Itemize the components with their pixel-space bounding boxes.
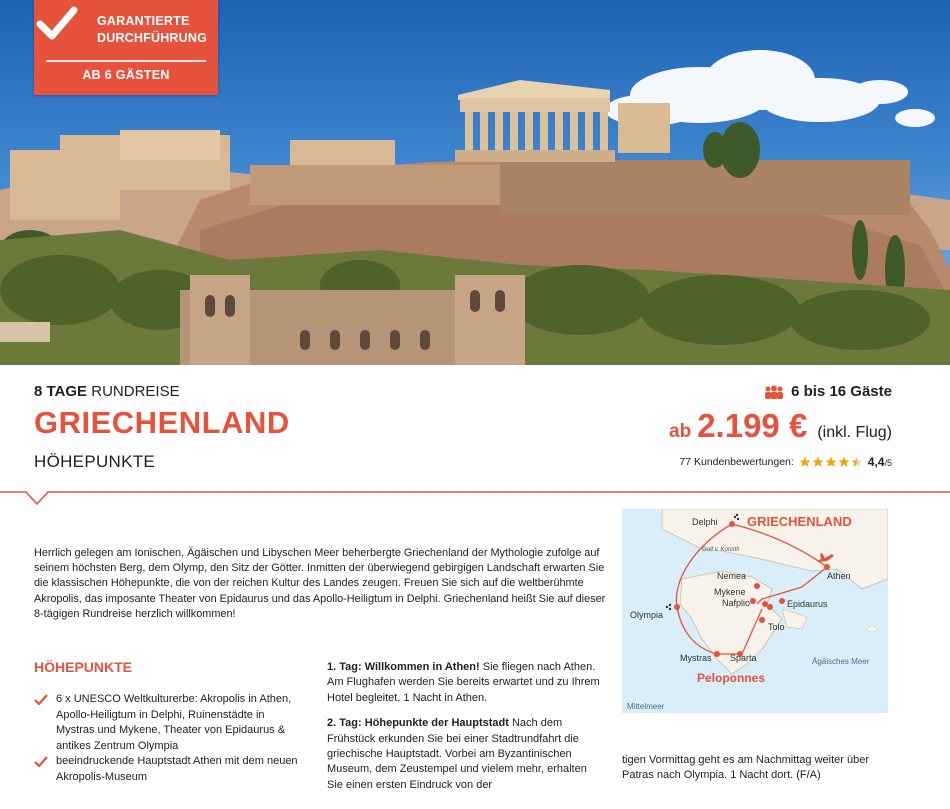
price-note: (inkl. Flug) xyxy=(817,424,892,441)
page-title: GRIECHENLAND xyxy=(34,405,290,440)
itinerary-day-1: 1. Tag: Willkommen in Athen! Sie fliegen nach Athen. Am Flughafen werden Sie bereits erwartet und zu Ihrem Hotel begleitet. 1 Nacht in Athen. xyxy=(327,661,600,704)
star-icon xyxy=(825,456,837,468)
map-sea-aegean: Ägäisches Meer xyxy=(812,657,870,666)
map-label-epidaurus: Epidaurus xyxy=(787,599,828,609)
star-icon xyxy=(812,456,824,468)
intro-text: Herrlich gelegen am Ionischen, Ägäischen und Libyschen Meer beherbergte Griechenland der Mythologie zufolge auf seinem höchsten Berg, dem Olymp, den Sitz der Götter. Inmitten der überwiegend gebirgigen Landschaft erwarten Sie die klassischen Höhepunkte, die von der reichen Kultur des Landes zeugen. Freuen Sie sich auf die weltberühmte Akropolis, das imposante Theater von Epidaurus und das Apollo-Heiligtum in Delphi. Griechenland heißt Sie auf dieser 8-tägigen Rundreise herzlich willkommen! xyxy=(34,547,606,620)
badge-title: GARANTIERTE DURCHFÜHRUNG xyxy=(97,14,208,45)
hero-image xyxy=(0,0,950,365)
map-sea-mediterranean: Mittelmeer xyxy=(627,702,665,711)
star-rating xyxy=(799,456,863,468)
highlights-list xyxy=(34,692,304,785)
badge-subtitle: AB 6 GÄSTEN xyxy=(82,68,170,82)
check-icon xyxy=(34,694,48,705)
itinerary-day-2: 2. Tag: Höhepunkte der Hauptstadt Nach dem Frühstück erkunden Sie bei einer Stadtrundfahrt die griechische Hauptstadt. Vorbei am Byzantinischen Museum, dem Zeustempel und vielem mehr, erhalten Sie einen ersten Eindruck von der xyxy=(327,717,587,791)
group-icon xyxy=(763,385,785,399)
highlights-title: HÖHEPUNKTE xyxy=(34,659,133,675)
group-size xyxy=(763,383,892,400)
check-icon xyxy=(34,756,48,767)
map-label-tolo: Tolo xyxy=(768,622,785,632)
tour-duration: 8 TAGE xyxy=(34,383,88,400)
badge-divider xyxy=(46,60,206,62)
itinerary xyxy=(327,660,603,803)
guests-label: 6 bis 16 Gäste xyxy=(791,383,892,400)
guaranteed-badge xyxy=(34,0,218,95)
map-label-athen: Athen xyxy=(827,571,851,581)
map-label-mystras: Mystras xyxy=(680,653,712,663)
price xyxy=(669,407,892,445)
map-label-nafplio: Nafplio xyxy=(722,598,751,608)
map-label-olympia: Olympia xyxy=(630,610,664,620)
customer-reviews[interactable] xyxy=(679,455,892,469)
reviews-label: 77 Kundenbewertungen: xyxy=(679,456,794,468)
map-sea-corinth: Golf v. Korinth xyxy=(702,547,740,553)
star-icon xyxy=(799,456,811,468)
tour-type xyxy=(34,383,180,400)
map-region-label: Peloponnes xyxy=(697,671,766,685)
map-label-nemea: Nemea xyxy=(717,571,747,581)
list-item: beeindruckende Hauptstadt Athen mit dem neuen Akropolis-Museum xyxy=(34,754,304,785)
check-icon xyxy=(34,0,80,46)
price-prefix: ab xyxy=(669,421,692,442)
tour-kind: RUNDREISE xyxy=(91,383,180,400)
star-icon xyxy=(838,456,850,468)
price-value: 2.199 € xyxy=(697,407,808,444)
list-item: 6 x UNESCO Weltkulturerbe: Akropolis in Athen, Apollo-Heiligtum in Delphi, Ruinenstädte in Mystras und Mykene, Theater von Epidaurus & antikes Zentrum Olympia xyxy=(34,692,304,754)
star-half-icon xyxy=(851,456,863,468)
page-subtitle: HÖHEPUNKTE xyxy=(34,452,156,471)
rating-value: 4,4/5 xyxy=(867,455,892,469)
map-label-sparta: Sparta xyxy=(730,653,757,663)
map-label-mykene: Mykene xyxy=(714,587,746,597)
itinerary-continuation: tigen Vormittag geht es am Nachmittag weiter über Patras nach Olympia. 1 Nacht dort. (F/A) xyxy=(622,754,870,782)
map-label-delphi: Delphi xyxy=(692,517,718,527)
map-title: GRIECHENLAND xyxy=(747,514,852,529)
route-map xyxy=(622,509,888,713)
section-divider xyxy=(0,488,950,510)
